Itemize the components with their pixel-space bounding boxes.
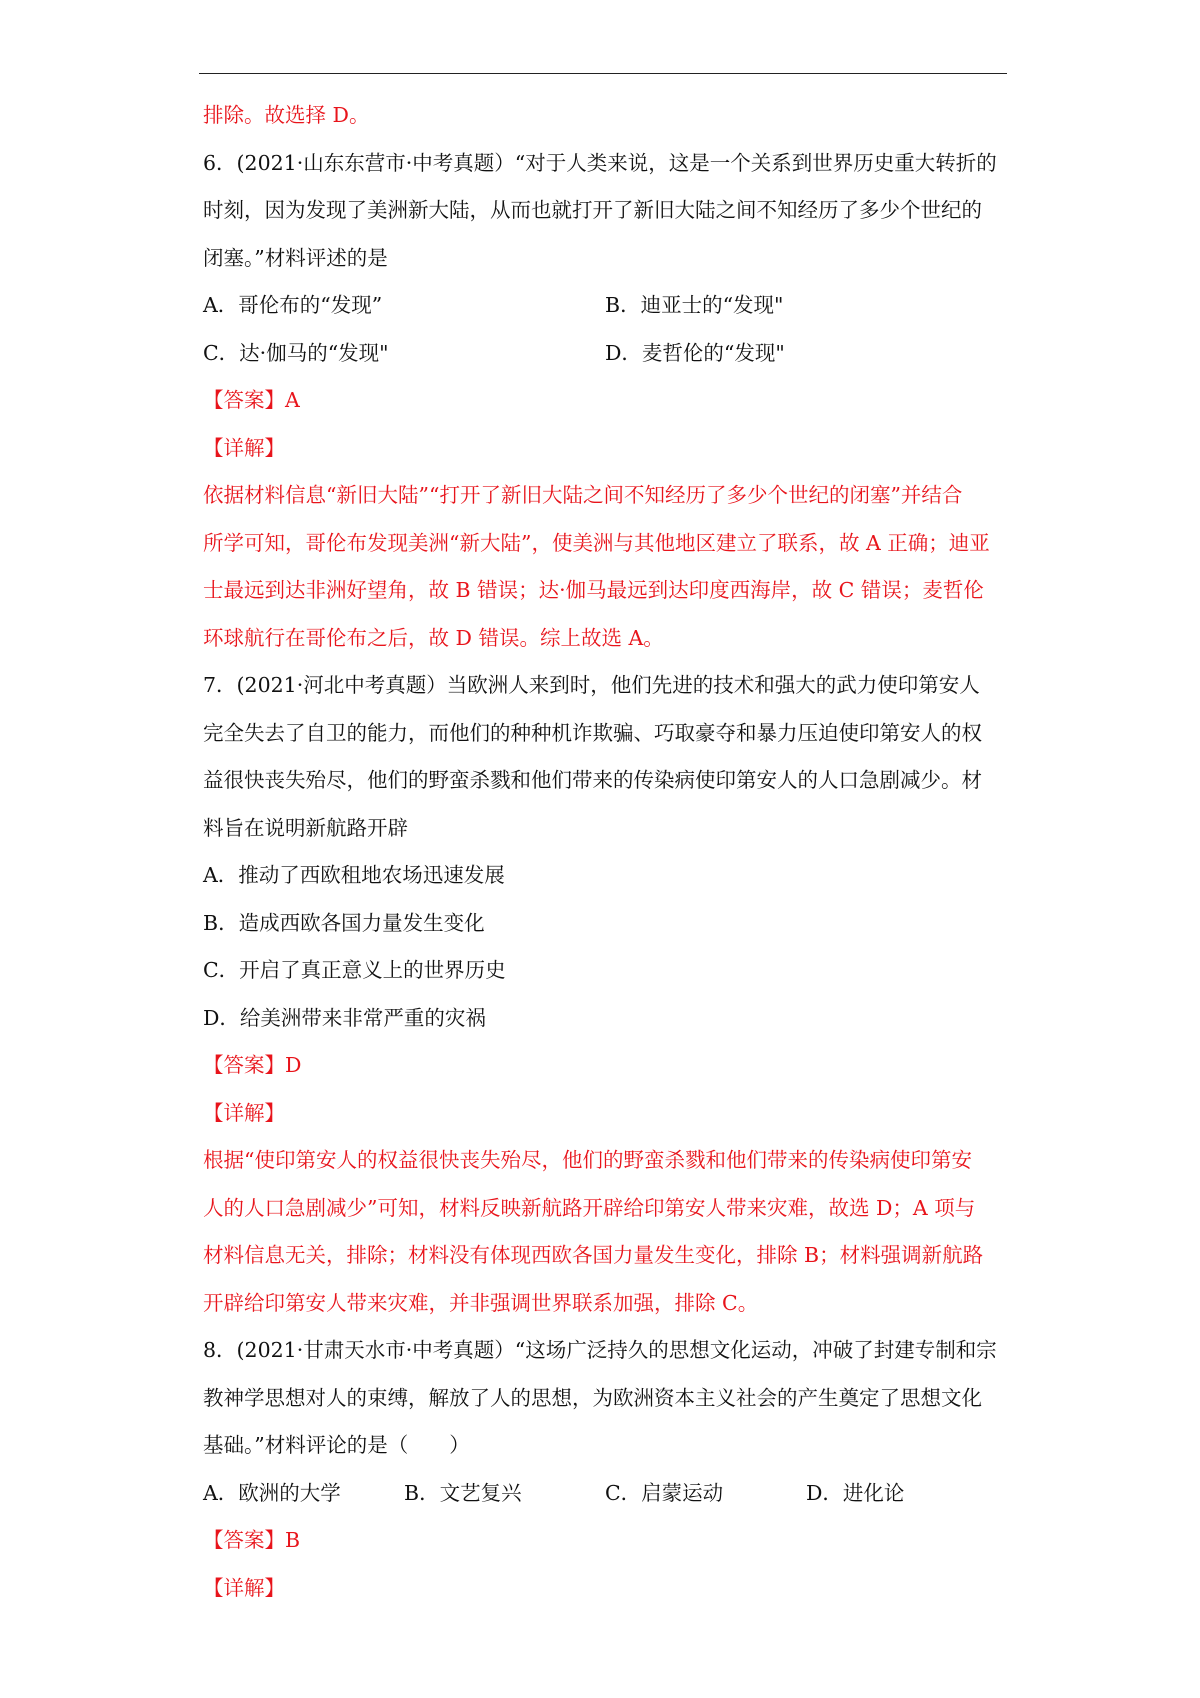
question-7-explain-label: 【详解】 (203, 1100, 285, 1125)
question-7-explain-line: 人的人口急剧减少”可知，材料反映新航路开辟给印第安人带来灾难，故选 D；A 项与 (203, 1195, 976, 1220)
question-6-option-a: A．哥伦布的“发现” (203, 293, 383, 317)
question-8-explain-label: 【详解】 (203, 1575, 285, 1600)
question-6-options-row-2 (203, 330, 1007, 378)
question-8-stem-line: 基础。”材料评论的是（ ） (203, 1433, 470, 1457)
question-6-stem-line: 时刻，因为发现了美洲新大陆，从而也就打开了新旧大陆之间不知经历了多少个世纪的 (203, 198, 982, 222)
question-8 (203, 1327, 1007, 1612)
question-6-option-b: B．迪亚士的“发现" (605, 293, 784, 317)
question-7-option-d: D．给美洲带来非常严重的灾祸 (203, 1005, 486, 1030)
question-6-explain-label: 【详解】 (203, 435, 285, 460)
question-7-answer (203, 1042, 1007, 1090)
question-7-explain-line: 开辟给印第安人带来灾难，并非强调世界联系加强，排除 C。 (203, 1290, 759, 1315)
previous-explanation-tail: 排除。故选择 D。 (203, 103, 370, 127)
question-7 (203, 662, 1007, 1327)
question-7-option-c: C．开启了真正意义上的世界历史 (203, 958, 506, 982)
question-7-stem-line: 7．(2021·河北中考真题）当欧洲人来到时，他们先进的技术和强大的武力使印第安人 (203, 673, 980, 697)
question-6-explain-line: 依据材料信息“新旧大陆”“打开了新旧大陆之间不知经历了多少个世纪的闭塞”并结合 (203, 483, 963, 507)
answer-value: A (285, 388, 300, 412)
answer-label: 【答案】 (203, 1528, 285, 1552)
question-8-option-a: A．欧洲的大学 (203, 1480, 341, 1505)
question-6-option-d: D．麦哲伦的“发现" (605, 340, 785, 365)
question-6-answer (203, 377, 1007, 425)
answer-value: B (285, 1528, 301, 1552)
question-6-stem-line: 闭塞。”材料评述的是 (203, 245, 388, 270)
question-6-explain-line: 士最远到达非洲好望角，故 B 错误；达·伽马最远到达印度西海岸，故 C 错误；麦哲伦 (203, 578, 984, 602)
question-8-option-d: D．进化论 (806, 1480, 905, 1505)
header-rule (199, 73, 1007, 74)
question-6-explain-line: 所学可知，哥伦布发现美洲“新大陆”，使美洲与其他地区建立了联系，故 A 正确；迪亚 (203, 530, 990, 555)
question-7-explain-line: 材料信息无关，排除；材料没有体现西欧各国力量发生变化，排除 B；材料强调新航路 (203, 1243, 984, 1267)
question-8-option-b: B．文艺复兴 (404, 1480, 522, 1505)
question-7-option-a: A．推动了西欧租地农场迅速发展 (203, 863, 505, 887)
question-8-stem-line: 教神学思想对人的束缚，解放了人的思想，为欧洲资本主义社会的产生奠定了思想文化 (203, 1385, 982, 1410)
answer-label: 【答案】 (203, 1053, 285, 1077)
document-body (203, 92, 1007, 1612)
question-8-options-row (203, 1470, 1007, 1518)
question-8-answer (203, 1517, 1007, 1565)
question-6-option-c: C．达·伽马的“发现" (203, 340, 389, 365)
question-7-stem-line: 完全失去了自卫的能力，而他们的种种机诈欺骗、巧取豪夺和暴力压迫使印第安人的权 (203, 720, 982, 745)
question-6-options-row-1 (203, 282, 1007, 330)
answer-value: D (285, 1053, 302, 1077)
question-8-option-c: C．启蒙运动 (605, 1480, 724, 1505)
question-7-explain-line: 根据“使印第安人的权益很快丧失殆尽，他们的野蛮杀戮和他们带来的传染病使印第安 (203, 1148, 972, 1172)
answer-label: 【答案】 (203, 388, 285, 412)
question-7-stem-line: 益很快丧失殆尽，他们的野蛮杀戮和他们带来的传染病使印第安人的人口急剧减少。材 (203, 768, 982, 792)
question-8-stem-line: 8．(2021·甘肃天水市·中考真题）“这场广泛持久的思想文化运动，冲破了封建专制和宗 (203, 1338, 997, 1362)
question-6 (203, 140, 1007, 663)
question-6-explain-line: 环球航行在哥伦布之后，故 D 错误。综上故选 A。 (203, 625, 664, 650)
question-6-stem-line: 6．(2021·山东东营市·中考真题）“对于人类来说，这是一个关系到世界历史重大转折的 (203, 150, 997, 175)
question-7-option-b: B．造成西欧各国力量发生变化 (203, 910, 485, 935)
question-7-stem-line: 料旨在说明新航路开辟 (203, 815, 408, 840)
